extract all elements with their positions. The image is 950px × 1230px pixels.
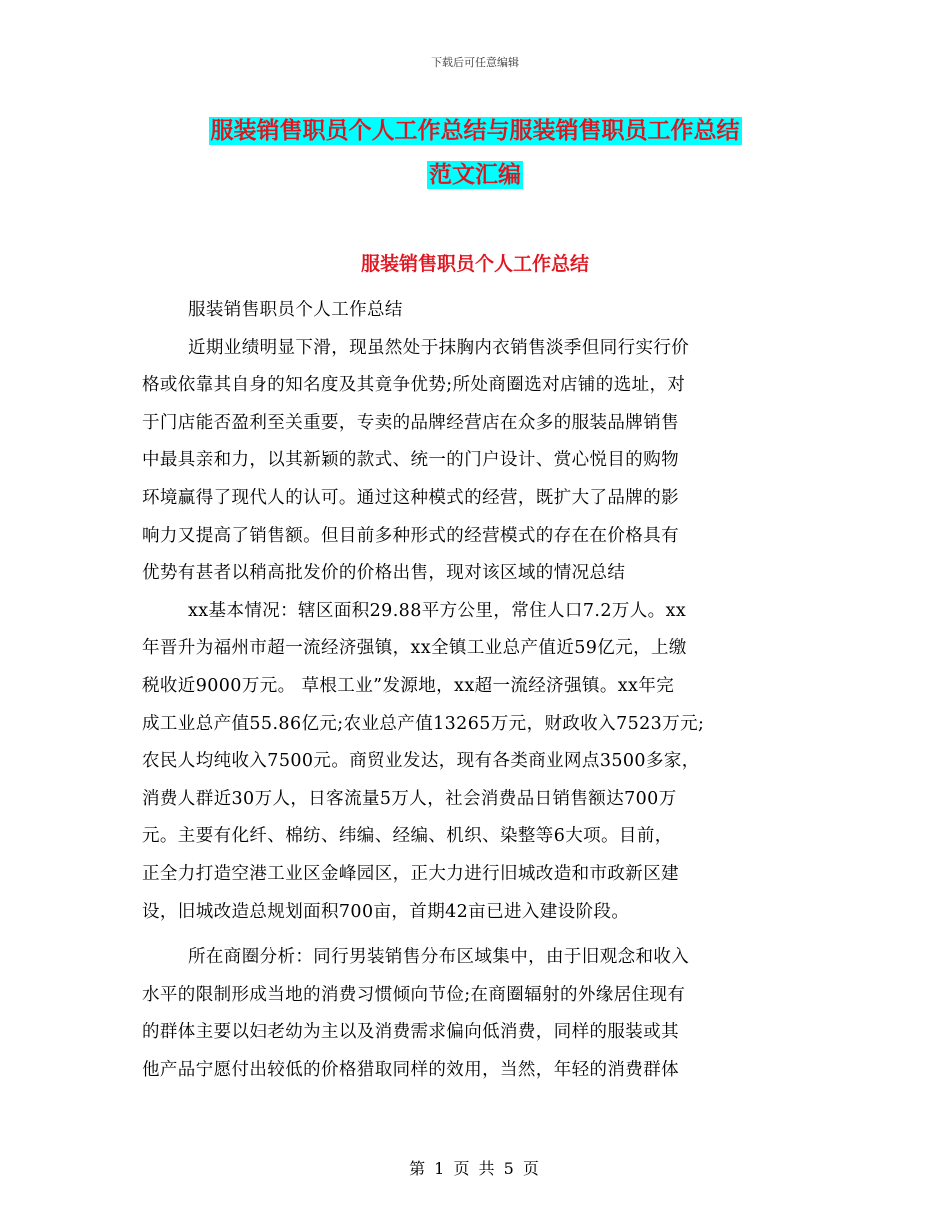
paragraph-2-line: 设，旧城改造总规划面积700亩，首期42亩已进入建设阶段。: [142, 901, 630, 922]
document-title-line-1: [0, 114, 950, 148]
paragraph-3-line: 水平的限制形成当地的消费习惯倾向节俭;在商圈辐射的外缘居住现有: [142, 984, 686, 1005]
paragraph-gap: [142, 931, 807, 939]
paragraph-1-line: 响力又提高了销售额。但目前多种形式的经营模式的存在在价格具有: [142, 525, 679, 546]
paragraph-1-line: 格或依靠其自身的知名度及其竟争优势;所处商圈选对店铺的选址，对: [142, 375, 686, 396]
paragraph-2-line: 元。主要有化纤、棉纺、纬编、经编、机织、染整等6大项。目前，: [142, 826, 673, 847]
paragraph-1-line: 中最具亲和力，以其新颖的款式、统一的门户设计、赏心悦目的购物: [142, 450, 679, 471]
paragraph-2-line: xx基本情况：辖区面积29.88平方公里，常住人口7.2万人。xx: [188, 600, 687, 621]
body-text: [142, 292, 807, 1089]
document-title-line-2: [0, 158, 950, 192]
paragraph-3-line: 所在商圈分析：同行男装销售分布区域集中，由于旧观念和收入: [188, 947, 690, 968]
paragraph-2-line: 消费人群近30万人，日客流量5万人，社会消费品日销售额达700万: [142, 788, 677, 809]
document-title-line-1-text: 服装销售职员个人工作总结与服装销售职员工作总结: [210, 118, 740, 144]
paragraph-1-line: 优势有甚者以稍高批发价的价格出售，现对该区域的情况总结: [142, 563, 626, 584]
paragraph-2-line: 农民人均纯收入7500元。商贸业发达，现有各类商业网点3500多家，: [142, 751, 700, 772]
header-note: 下载后可任意编辑: [431, 56, 519, 69]
paragraph-2-line: 税收近9000万元。 草根工业”发源地，xx超一流经济强镇。xx年完: [142, 675, 675, 696]
section-title: 服装销售职员个人工作总结: [360, 253, 589, 275]
paragraph-3-line: 的群体主要以妇老幼为主以及消费需求偏向低消费，同样的服装或其: [142, 1022, 679, 1043]
paragraph-1-line: 于门店能否盈利至关重要，专卖的品牌经营店在众多的服装品牌销售: [142, 412, 679, 433]
paragraph-2-line: 成工业总产值55.86亿元;农业总产值13265万元，财政收入7523万元;: [142, 713, 705, 734]
paragraph-1-line: 近期业绩明显下滑，现虽然处于抹胸内衣销售淡季但同行实行价: [188, 337, 690, 358]
paragraph-2-line: 年晋升为福州市超一流经济强镇，xx全镇工业总产值近59亿元，上缴: [142, 638, 687, 659]
paragraph-subtitle: 服装销售职员个人工作总结: [188, 300, 403, 320]
paragraph-3-line: 他产品宁愿付出较低的价格猎取同样的效用，当然，年轻的消费群体: [142, 1059, 679, 1080]
document-title-line-2-text: 范文汇编: [429, 162, 521, 188]
paragraph-1-line: 环境赢得了现代人的认可。通过这种模式的经营，既扩大了品牌的影: [142, 487, 679, 508]
paragraph-2-line: 正全力打造空港工业区金峰园区，正大力进行旧城改造和市政新区建: [142, 863, 679, 884]
page-footer: 第 1 页 共 5 页: [409, 1159, 541, 1178]
